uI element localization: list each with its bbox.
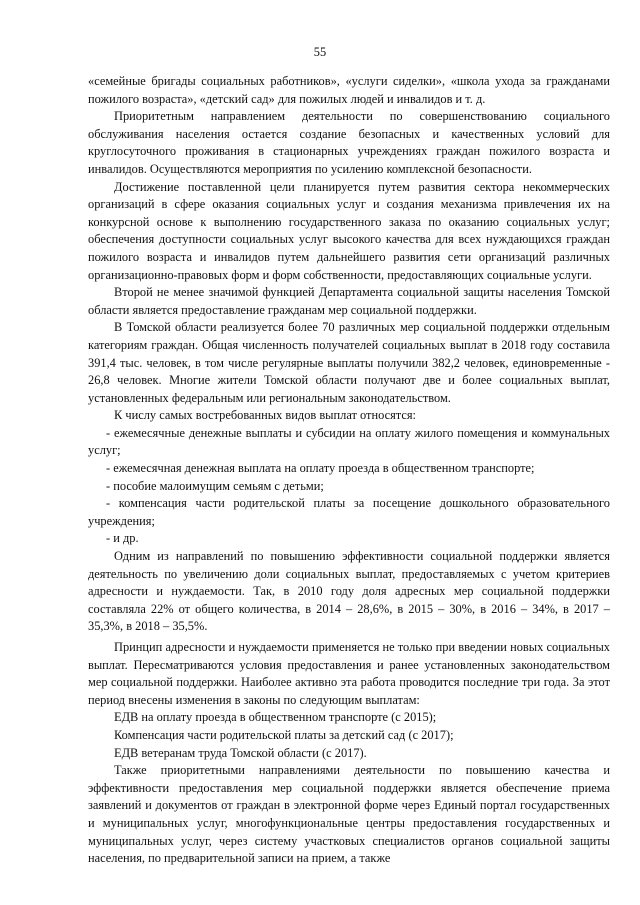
list-item: - ежемесячная денежная выплата на оплату проезда в общественном транспорте; bbox=[106, 461, 535, 476]
paragraph-principle: Принцип адресности и нуждаемости применяется не только при введении новых социальных выплат. Пересматриваются условия предоставления и ранее установленных законодательством мер социальной поддержки. Наиболее активно эта работа проводится последние три года. За этот период внесены изменения в законы по следующим выплатам: bbox=[88, 640, 610, 707]
law-change-item: ЕДВ ветеранам труда Томской области (с 2017). bbox=[114, 745, 367, 760]
paragraph-electronic-services: Также приоритетными направлениями деятельности по повышению качества и эффективности предоставления мер социальной поддержки является обеспечение приема заявлений и документов от граждан в электронной форме через Единый портал государственных и муниципальных услуг, многофункциональные центры предоставления государственных и муниципальных услуг, через систему участковых специалистов органов социальной защиты населения, по предварительной записи на прием, а также bbox=[88, 763, 610, 866]
list-item: - ежемесячные денежные выплаты и субсидии на оплату жилого помещения и коммунальных услуг; bbox=[88, 425, 610, 458]
paragraph-targeting: Одним из направлений по повышению эффективности социальной поддержки является деятельность по увеличению доли социальных выплат, предоставляемых с учетом критериев адресности и нуждаемости. Так, в 2010 году доля адресных мер социальной поддержки составляла 22% от общего количества, в 2014 – 28,6%, в 2015 – 30%, в 2016 – 34%, в 2017 – 35,3%, в 2018 – 35,5%. bbox=[88, 549, 610, 634]
list-item: - компенсация части родительской платы за посещение дошкольного образовательного учреждения; bbox=[88, 496, 610, 528]
body-text bbox=[88, 73, 610, 868]
law-change-item: ЕДВ на оплату проезда в общественном транспорте (с 2015); bbox=[114, 710, 437, 725]
page-number: 55 bbox=[313, 45, 327, 59]
paragraph-list-intro: К числу самых востребованных видов выплат относятся: bbox=[114, 408, 417, 423]
list-item: - и др. bbox=[106, 531, 139, 546]
list-item: - пособие малоимущим семьям с детьми; bbox=[106, 478, 324, 493]
paragraph-goal-achievement: Достижение поставленной цели планируется путем развития сектора некоммерческих организаций в сфере оказания социальных услуг и создания механизма привлечения их на конкурсной основе к выполнению государственного заказа по оказанию социальных услуг; обеспечения доступности социальных услуг высокого качества для всех нуждающихся граждан пожилого возраста и инвалидов путем дальнейшего развития сети организаций различных организационно-правовых форм и форм собственности, предоставляющих социальные услуги. bbox=[88, 179, 610, 282]
paragraph-priority-direction: Приоритетным направлением деятельности по совершенствованию социального обслуживания населения остается создание безопасных и качественных условий для круглосуточного проживания в стационарных учреждениях граждан пожилого возраста и инвалидов. Осуществляются мероприятия по усилению комплексной безопасности. bbox=[88, 109, 610, 176]
paragraph-support-measures: В Томской области реализуется более 70 различных мер социальной поддержки отдельным категориям граждан. Общая численность получателей социальных выплат в 2018 году составила 391,4 тыс. человек, в том числе регулярные выплаты получили 382,2 человек, единовременные - 26,8 человек. Многие жители Томской области получают две и более социальных выплат, установленных федеральным или региональным законодательством. bbox=[88, 320, 610, 405]
paragraph-second-function: Второй не менее значимой функцией Департамента социальной защиты населения Томской области является предоставление гражданам мер социальной поддержки. bbox=[88, 285, 610, 317]
paragraph-continuation: «семейные бригады социальных работников», «услуги сиделки», «школа ухода за гражданами пожилого возраста», «детский сад» для пожилых людей и инвалидов и т. д. bbox=[88, 74, 610, 106]
law-change-item: Компенсация части родительской платы за детский сад (с 2017); bbox=[114, 727, 454, 742]
